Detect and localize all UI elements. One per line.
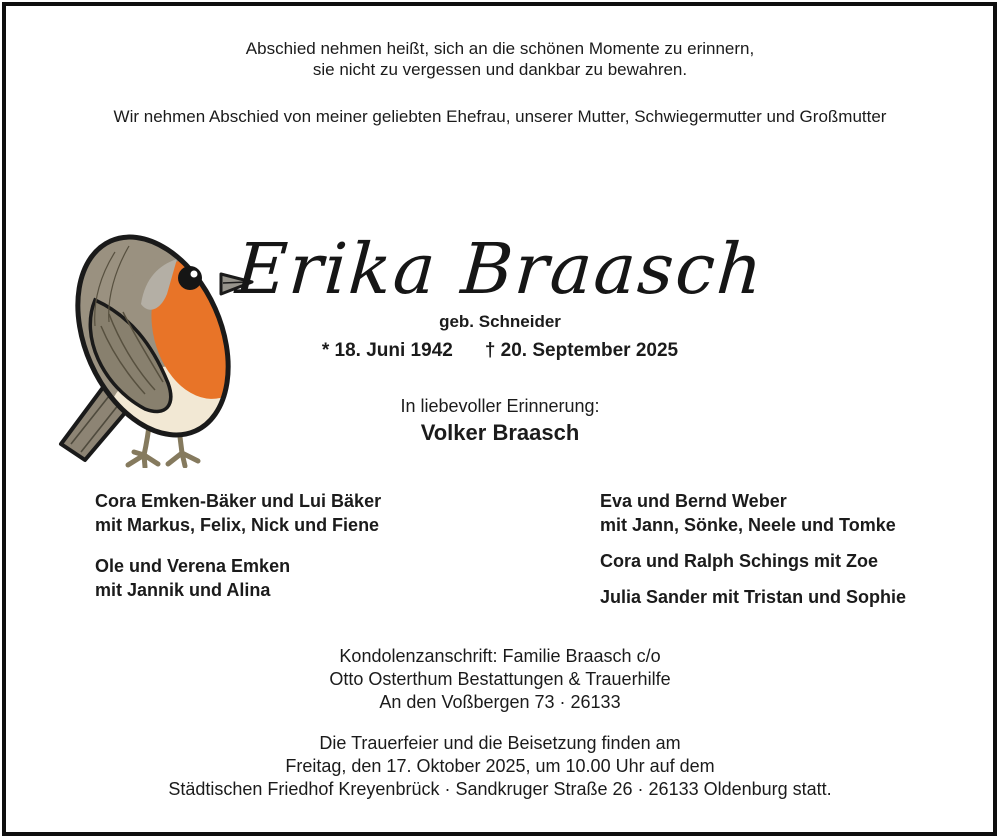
mourners-left-column [95,489,515,602]
deceased-name: Erika Braasch [233,228,767,310]
mourner-group: Cora und Ralph Schings mit Zoe [600,551,879,571]
condolence-line-3: An den Voßbergen 73 · 26133 [379,692,621,712]
death-date: † 20. September 2025 [484,340,679,361]
funeral-line-2: Freitag, den 17. Oktober 2025, um 10.00 Uhr auf dem [285,756,715,776]
remembrance-label: In liebevoller Erinnerung: [400,396,600,416]
farewell-intro: Wir nehmen Abschied von meiner geliebten Ehefrau, unserer Mutter, Schwiegermutter und Großmutter [113,107,887,126]
quote-line-2: sie nicht zu vergessen und dankbar zu bewahren. [312,60,688,79]
chief-mourner: Volker Braasch [420,420,580,445]
funeral-line-1: Die Trauerfeier und die Beisetzung finden am [319,733,681,753]
condolence-line-1: Kondolenzanschrift: Familie Braasch c/o [339,646,661,666]
mourner-group: Cora Emken-Bäker und Lui Bäker mit Markus, Felix, Nick und Fiene [95,491,382,535]
birth-name: geb. Schneider [439,312,561,331]
mourner-group: Julia Sander mit Tristan und Sophie [600,587,907,607]
condolence-address [0,645,1000,714]
opening-quote [0,38,1000,80]
mourner-group: Eva und Bernd Weber mit Jann, Sönke, Neele und Tomke [600,491,896,535]
mourners-right-column [600,489,980,609]
condolence-line-2: Otto Osterthum Bestattungen & Trauerhilfe [329,669,671,689]
life-dates [0,340,1000,362]
funeral-details [0,732,1000,801]
birth-date: * 18. Juni 1942 [321,340,453,361]
mourner-group: Ole und Verena Emken mit Jannik und Alina [95,556,291,600]
quote-line-1: Abschied nehmen heißt, sich an die schönen Momente zu erinnern, [245,39,755,58]
funeral-line-3: Städtischen Friedhof Kreyenbrück · Sandkruger Straße 26 · 26133 Oldenburg statt. [168,779,832,799]
